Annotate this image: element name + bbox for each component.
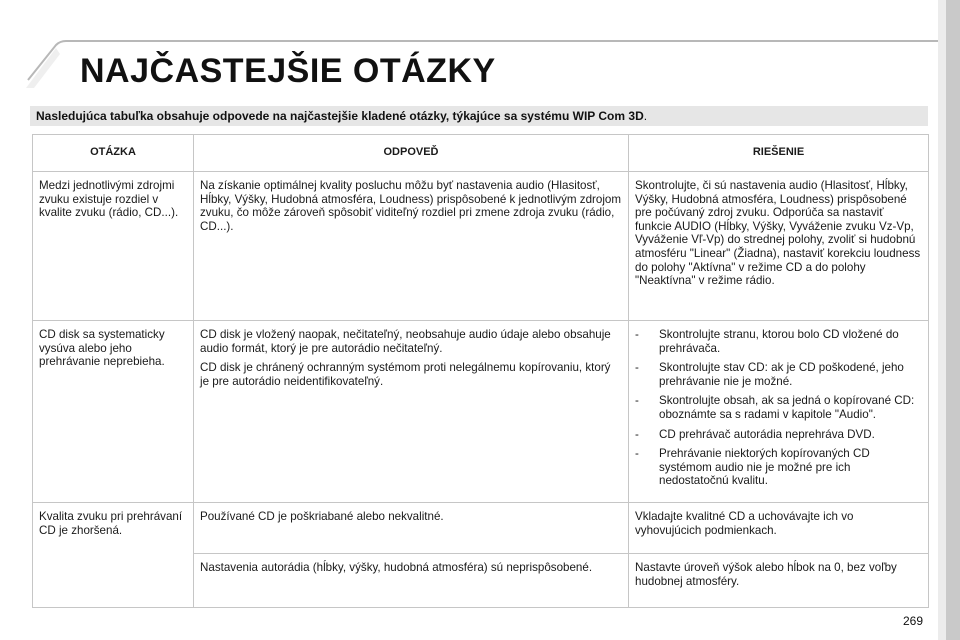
dash-bullet: - (635, 447, 639, 461)
solution-list-item (635, 447, 922, 488)
header-solution: RIEŠENIE (629, 135, 929, 172)
intro-bar (30, 106, 928, 126)
intro-text: Nasledujúca tabuľka obsahuje odpovede na najčastejšie kladené otázky, týkajúce sa systému WIP Com 3D (36, 109, 644, 123)
answer-cell: Používané CD je poškriabané alebo nekvalitné. (194, 503, 629, 554)
solution-text: Skontrolujte stav CD: ak je CD poškodené, jeho prehrávanie nie je možné. (659, 361, 904, 388)
page-title: NAJČASTEJŠIE OTÁZKY (80, 52, 496, 90)
answer-paragraph: CD disk je vložený naopak, nečitateľný, neobsahuje audio údaje alebo obsahuje audio formát, ktorý je pre autorádio nečitateľný. (200, 328, 611, 355)
solution-list-item (635, 361, 922, 388)
solution-list (635, 328, 922, 488)
dash-bullet: - (635, 328, 639, 341)
answer-cell (194, 321, 629, 503)
solution-cell: Nastavte úroveň výšok alebo hĺbok na 0, bez voľby hudobnej atmosféry. (629, 554, 929, 608)
table-row (33, 172, 929, 321)
dash-bullet: - (635, 361, 639, 375)
faq-table (32, 134, 929, 608)
table-header-row (33, 135, 929, 172)
solution-cell: Vkladajte kvalitné CD a uchovávajte ich vo vyhovujúcich podmienkach. (629, 503, 929, 554)
dash-bullet: - (635, 427, 639, 441)
table-row (33, 503, 929, 554)
question-cell: Kvalita zvuku pri prehrávaní CD je zhoršená. (33, 503, 194, 608)
solution-text: Skontrolujte stranu, ktorou bolo CD vložené do prehrávača. (659, 328, 899, 355)
dash-bullet: - (635, 394, 639, 408)
solution-text: CD prehrávač autorádia neprehráva DVD. (659, 427, 875, 441)
solution-list-item (635, 428, 922, 442)
solution-text: Prehrávanie niektorých kopírovaných CD systémom audio nie je možné pre ich nedostatočnú kvalitu. (659, 447, 870, 488)
solution-text: Skontrolujte obsah, ak sa jedná o kopírované CD: oboznámte sa s radami v kapitole "Audio". (659, 394, 915, 421)
header-question: OTÁZKA (33, 135, 194, 172)
question-cell: CD disk sa systematicky vysúva alebo jeho prehrávanie neprebieha. (33, 321, 194, 503)
header-answer: ODPOVEĎ (194, 135, 629, 172)
answer-cell: Nastavenia autorádia (hĺbky, výšky, hudobná atmosféra) sú neprispôsobené. (194, 554, 629, 608)
answer-cell: Na získanie optimálnej kvality posluchu môžu byť nastavenia audio (Hlasitosť, Hĺbky, Výšky, Hudobná atmosféra, Loudness) prispôsobené k jednotlivým zdrojom zvuku, čo môže zároveň spôsobiť viditeľný rozdiel pri zmene zdroja zvuku (rádio, CD...). (194, 172, 629, 321)
solution-cell (629, 321, 929, 503)
solution-list-item (635, 394, 922, 421)
page-number: 269 (903, 614, 924, 628)
header-rule (88, 40, 938, 42)
page-edge-shade (938, 0, 946, 640)
page-edge-strip (946, 0, 960, 640)
answer-paragraph: CD disk je chránený ochranným systémom proti nelegálnemu kopírovaniu, ktorý je pre autorádio neidentifikovateľný. (200, 361, 611, 388)
table-row (33, 321, 929, 503)
solution-cell: Skontrolujte, či sú nastavenia audio (Hlasitosť, Hĺbky, Výšky, Hudobná atmosféra, Loudness) prispôsobené pre počúvaný zdroj zvuku. Odporúča sa nastaviť funkcie AUDIO (Hĺbky, Výšky, Vyváženie zvuku Vz-Vp, Vyváženie Vľ-Vp) do strednej polohy, zvoliť si hudobnú atmosféru "Linear" (Žiadna), nastaviť korekciu loudness do polohy "Aktívna" v režime CD a do polohy "Neaktívna" v režime rádio. (629, 172, 929, 321)
question-cell: Medzi jednotlivými zdrojmi zvuku existuje rozdiel v kvalite zvuku (rádio, CD...). (33, 172, 194, 321)
intro-period: . (643, 109, 648, 123)
solution-list-item (635, 328, 922, 355)
header-corner-decoration (26, 40, 88, 88)
